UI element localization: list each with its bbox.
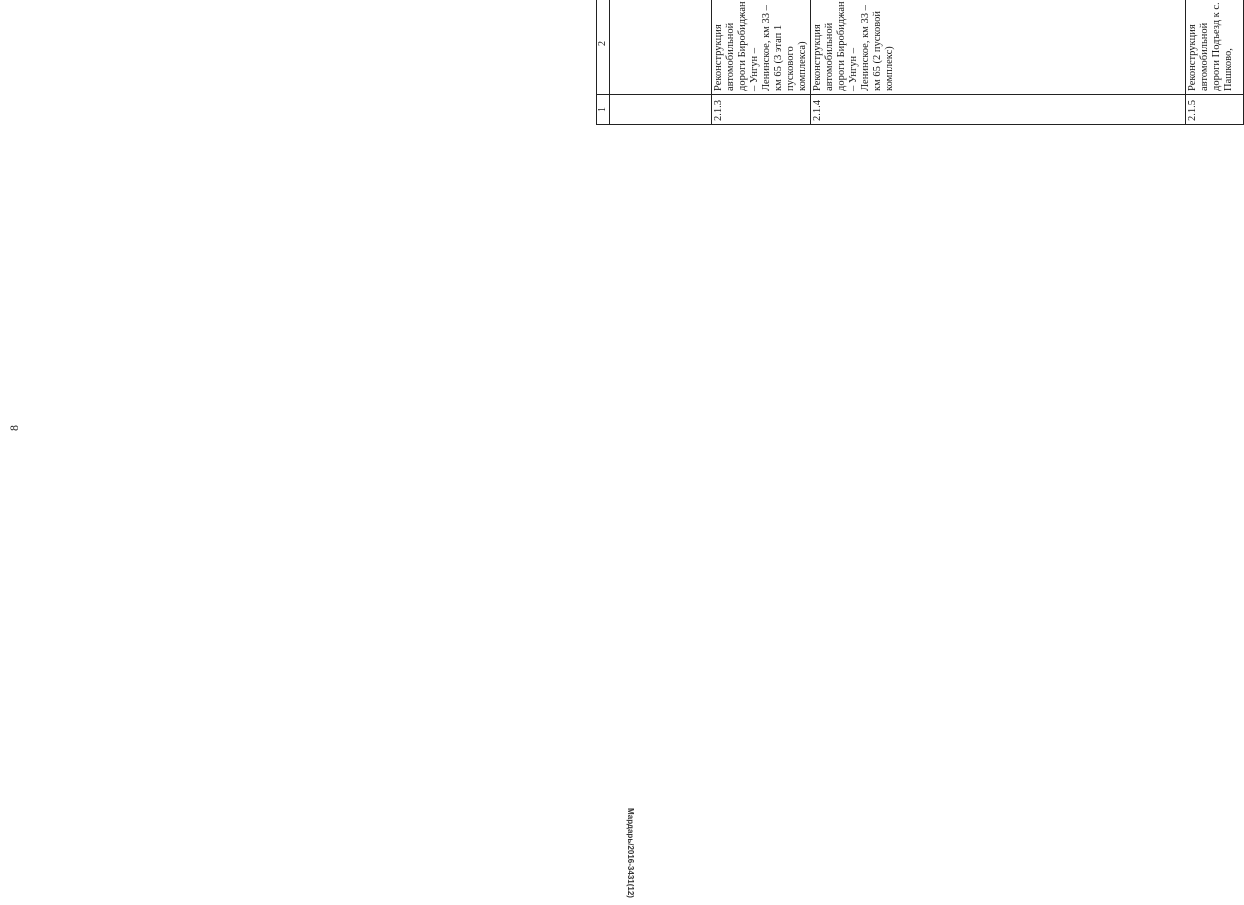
table-row-2-1-5 [1186,0,1244,125]
cell-empty [610,95,712,125]
cell-name: Реконструкция автомобильной дороги Биробиджан – Унгун – Ленинское, км 33 – км 65 (2 пусковой комплекс) [811,0,1186,95]
document-stamp: Мардарь/2016-3431(12) [626,808,635,898]
table-row-2-1-3 [712,0,811,125]
header-row [597,0,610,125]
cell-name: Реконструкция автомобильной дороги Биробиджан – Унгун – Ленинское, км 33 – км 65 (3 этап 1 пускового комплекса) [712,0,811,95]
cell-empty [610,0,712,95]
header-col-1: 1 [597,95,610,125]
page-number: 8 [7,425,21,431]
cell-num: 2.1.5 [1186,95,1244,125]
cell-num: 2.1.3 [712,95,811,125]
program-table [596,0,1244,125]
table-row-2-1-4 [811,0,886,125]
table-row-continuation [610,0,637,125]
cell-name: Реконструкция автомобильной дороги Подъезд к с. Пашково, [1186,0,1244,95]
header-col-2: 2 [597,0,610,95]
cell-num: 2.1.4 [811,95,1186,125]
